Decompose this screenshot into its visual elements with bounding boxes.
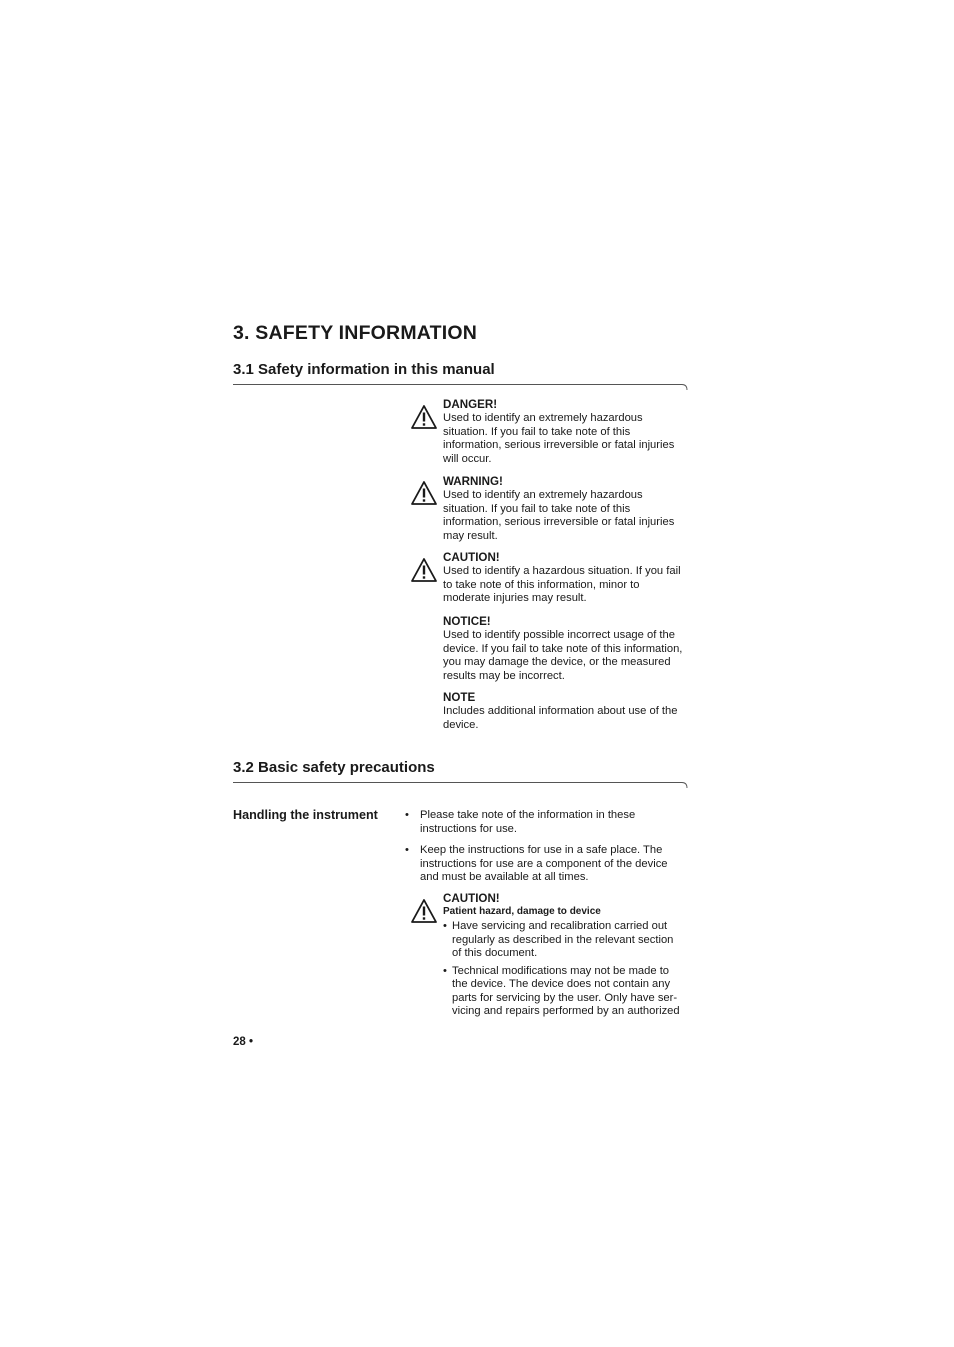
section-title-3-2: 3.2 Basic safety precautions bbox=[233, 759, 435, 776]
warning-triangle-icon bbox=[410, 898, 438, 924]
text-line: situation. If you fail to take note of this bbox=[443, 425, 631, 438]
list-item bbox=[443, 920, 693, 961]
text-line: Used to identify a hazardous situation. If you fail bbox=[443, 565, 681, 577]
text-line: Technical modifications may not be made to bbox=[452, 964, 670, 977]
warning-label: WARNING! bbox=[443, 475, 503, 488]
notice-block bbox=[443, 615, 693, 683]
caution-subtitle: Patient hazard, damage to device bbox=[443, 906, 601, 917]
text-line: and must be available at all times. bbox=[420, 871, 589, 883]
bullet-icon: • bbox=[405, 809, 409, 821]
text-line: you may damage the device, or the measured bbox=[443, 656, 671, 668]
note-block bbox=[443, 691, 693, 732]
text-line: results may be incorrect. bbox=[443, 669, 565, 682]
text-line: situation. If you fail to take note of this bbox=[443, 502, 631, 515]
text-line: regularly as described in the relevant section bbox=[452, 933, 674, 946]
text-line: of this document. bbox=[452, 947, 538, 959]
bullet-icon: • bbox=[405, 844, 409, 856]
caution-text bbox=[443, 565, 693, 606]
section-title-3-1: 3.1 Safety information in this manual bbox=[233, 361, 495, 378]
list-item bbox=[443, 965, 693, 1019]
text-line: vicing and repairs performed by an authorized bbox=[452, 1005, 680, 1017]
text-line: moderate injuries may result. bbox=[443, 592, 587, 604]
danger-label: DANGER! bbox=[443, 398, 498, 411]
text-line: parts for servicing by the user. Only have ser- bbox=[452, 991, 678, 1004]
warning-triangle-icon bbox=[410, 557, 438, 583]
text-line: Please take note of the information in these bbox=[420, 809, 636, 821]
caution-notice-handling bbox=[443, 892, 693, 1019]
page-number: 28 • bbox=[233, 1036, 254, 1048]
danger-text bbox=[443, 412, 693, 466]
caution-label: CAUTION! bbox=[443, 892, 500, 905]
caution-label: CAUTION! bbox=[443, 551, 500, 564]
warning-triangle-icon bbox=[410, 480, 438, 506]
text-line: device. bbox=[443, 718, 479, 731]
text-line: will occur. bbox=[443, 452, 492, 465]
section-divider bbox=[233, 781, 689, 790]
chapter-title: 3. SAFETY INFORMATION bbox=[233, 322, 477, 344]
bullet-icon: • bbox=[443, 920, 447, 932]
text-line: to take note of this information, minor to bbox=[443, 578, 640, 591]
text-line: instructions for use are a component of the device bbox=[420, 857, 668, 870]
text-line: information, serious irreversible or fatal injuries bbox=[443, 516, 675, 528]
notice-text bbox=[443, 629, 693, 683]
text-line: may result. bbox=[443, 529, 498, 542]
side-heading: Handling the instrument bbox=[233, 808, 378, 822]
note-text bbox=[443, 705, 693, 732]
list-item bbox=[405, 844, 690, 885]
bullet-list bbox=[405, 809, 690, 885]
warning-text bbox=[443, 489, 693, 543]
text-line: instructions for use. bbox=[420, 822, 518, 835]
notice-label: NOTICE! bbox=[443, 615, 491, 628]
text-line: Used to identify an extremely hazardous bbox=[443, 412, 643, 424]
text-line: Used to identify possible incorrect usage of the bbox=[443, 629, 675, 641]
note-label: NOTE bbox=[443, 691, 476, 704]
section-divider bbox=[233, 383, 689, 392]
text-line: Used to identify an extremely hazardous bbox=[443, 489, 643, 501]
bullet-icon: • bbox=[443, 964, 447, 977]
warning-triangle-icon bbox=[410, 404, 438, 430]
text-line: Have servicing and recalibration carried out bbox=[452, 920, 668, 932]
text-line: Includes additional information about use of the bbox=[443, 705, 678, 717]
list-item bbox=[405, 809, 690, 836]
text-line: the device. The device does not contain any bbox=[452, 978, 671, 990]
caution-notice bbox=[443, 551, 693, 606]
danger-notice bbox=[443, 398, 693, 466]
caution-items bbox=[443, 920, 693, 1019]
text-line: information, serious irreversible or fatal injuries bbox=[443, 439, 675, 451]
text-line: Keep the instructions for use in a safe place. The bbox=[420, 844, 663, 856]
warning-notice bbox=[443, 475, 693, 543]
text-line: device. If you fail to take note of this information, bbox=[443, 642, 683, 655]
